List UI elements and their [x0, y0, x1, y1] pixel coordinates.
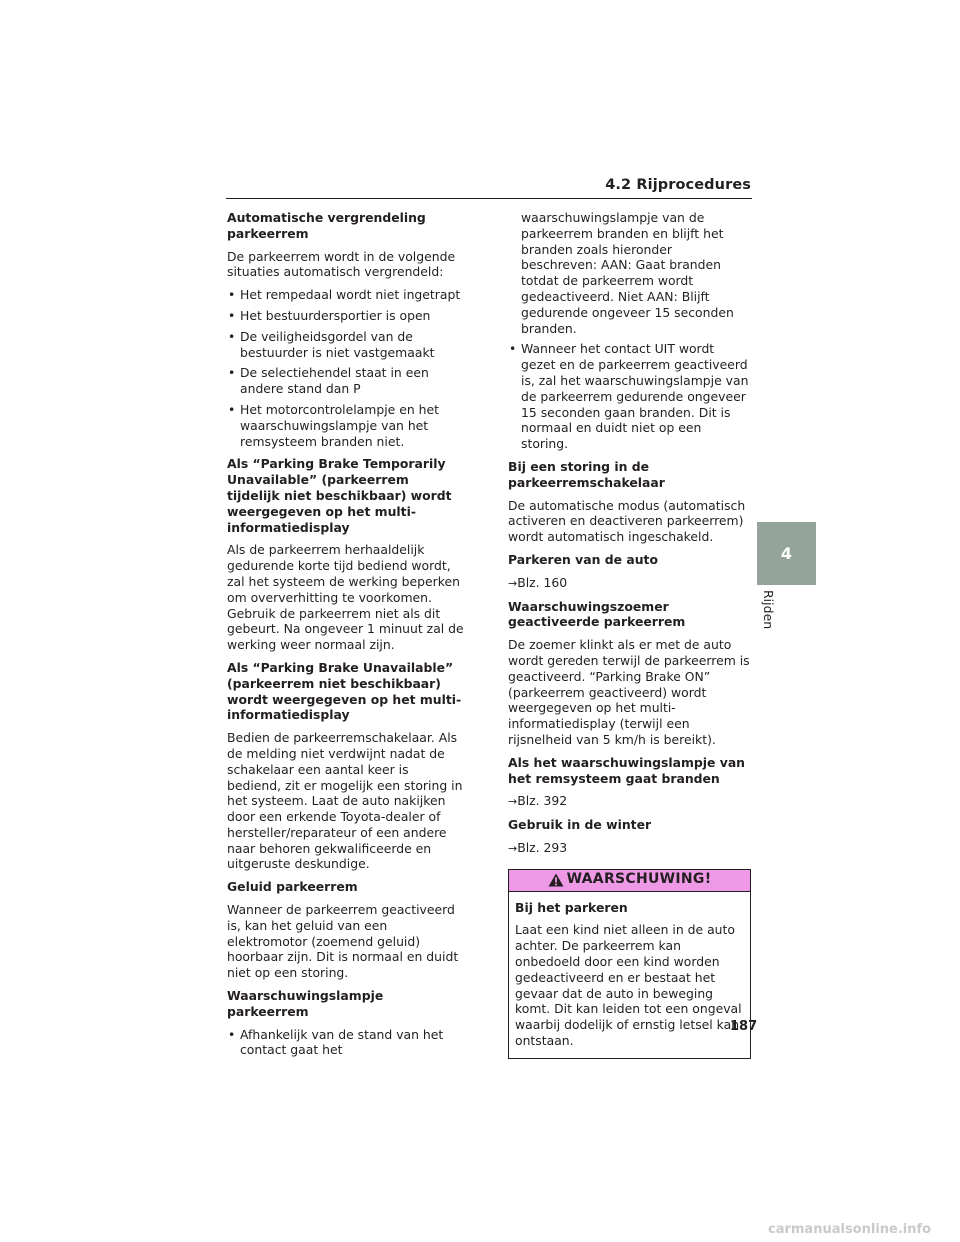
warning-triangle-icon: [548, 873, 564, 887]
arrow-right-icon: →: [508, 795, 518, 809]
section-title: 4.2 Rijprocedures: [605, 177, 751, 193]
list-item: • Het bestuurdersportier is open: [227, 308, 464, 324]
list-item: • Het motorcontrolelampje en het waarschuwingslampje van het remsysteem branden niet.: [227, 402, 464, 449]
heading-sound: Geluid parkeerrem: [227, 879, 358, 895]
list-item: • Wanneer het contact UIT wordt gezet en de parkeerrem geactiveerd is, zal het waarschuwingslampje van de parkeerrem gedurende ongeveer 15 seconden gaan branden. Dit is normaal en duidt niet op een storing.: [508, 341, 751, 452]
list-item: • De veiligheidsgordel van de bestuurder is niet vastgemaakt: [227, 329, 464, 361]
heading-buzzer: Waarschuwingszoemer geactiveerde parkeerrem: [508, 598, 686, 630]
left-column: [227, 210, 464, 1065]
page-reference[interactable]: [508, 793, 751, 810]
paragraph: De zoemer klinkt als er met de auto wordt gereden terwijl de parkeerrem is geactiveerd. “Parking Brake ON” (parkeerrem geactiveerd) wordt weergegeven op het multi-informatiedisplay (terwijl een rijsnelheid van 5 km/h is bereikt).: [508, 637, 750, 747]
heading-temporarily-unavailable: Als “Parking Brake Temporarily Unavailable” (parkeerrem tijdelijk niet beschikbaar) wordt weergegeven op het multi-informatiedisplay: [227, 456, 452, 535]
arrow-right-icon: →: [508, 841, 518, 855]
heading-parking: Parkeren van de auto: [508, 551, 658, 567]
chapter-number: 4: [780, 543, 793, 563]
heading-winter: Gebruik in de winter: [508, 817, 652, 833]
right-column: [508, 210, 751, 1059]
condition-list: [227, 287, 464, 449]
page-reference[interactable]: [508, 575, 751, 592]
list-item: • Het rempedaal wordt niet ingetrapt: [227, 287, 464, 303]
warning-body: [509, 892, 750, 1058]
list-item: waarschuwingslampje van de parkeerrem branden en blijft het branden zoals hieronder beschreven: AAN: Gaat branden totdat de parkeerrem wordt gedeactiveerd. Niet AAN: Blijft gedurende ongeveer 15 seconden branden.: [521, 210, 734, 336]
paragraph: Wanneer de parkeerrem geactiveerd is, kan het geluid van een elektromotor (zoemend geluid) hoorbaar zijn. Dit is normaal en duidt niet op een storing.: [227, 902, 459, 981]
warning-heading: Bij het parkeren: [515, 899, 628, 915]
heading-brake-lamp: Als het waarschuwingslampje van het remsysteem gaat branden: [508, 754, 746, 786]
warning-text: Laat een kind niet alleen in de auto achter. De parkeerrem kan onbedoeld door een kind worden gedeactiveerd en er bestaat het gevaar dat de auto in beweging komt. Dit kan leiden tot een ongeval waarbij dodelijk of ernstig letsel kan ontstaan.: [515, 922, 742, 1049]
paragraph: De parkeerrem wordt in de volgende situaties automatisch vergrendeld:: [227, 248, 456, 280]
arrow-right-icon: →: [508, 576, 518, 590]
lamp-list: [227, 1027, 464, 1059]
reference-text: Blz. 293: [517, 839, 568, 855]
heading-auto-lock: Automatische vergrendeling parkeerrem: [227, 210, 426, 241]
lamp-list-continued: [508, 210, 751, 452]
warning-box: [508, 869, 751, 1059]
list-item: • De selectiehendel staat in een andere stand dan P: [227, 365, 464, 397]
paragraph: De automatische modus (automatisch activeren en deactiveren parkeerrem) wordt automatisch ingeschakeld.: [508, 497, 746, 545]
watermark: carmanualsonline.info: [768, 1222, 932, 1237]
paragraph: Bedien de parkeerremschakelaar. Als de melding niet verdwijnt nadat de schakelaar een aantal keer is bediend, zit er mogelijk een storing in het systeem. Laat de auto nakijken door een erkende Toyota-dealer of hersteller/reparateur of een andere naar behoren gekwalificeerde en uitgeruste deskundige.: [227, 730, 463, 872]
heading-warning-lamp: Waarschuwingslampje parkeerrem: [227, 988, 384, 1019]
header-divider: [226, 198, 752, 199]
page-number: 187: [730, 1019, 758, 1034]
page-reference[interactable]: [508, 840, 751, 857]
warning-title: WAARSCHUWING!: [566, 871, 712, 888]
reference-text: Blz. 160: [517, 574, 568, 590]
reference-text: Blz. 392: [517, 793, 568, 809]
chapter-tab[interactable]: [757, 522, 816, 585]
heading-switch-fault: Bij een storing in de parkeerremschakelaar: [508, 458, 665, 490]
list-item: • Afhankelijk van de stand van het contact gaat het: [227, 1027, 464, 1059]
heading-unavailable: Als “Parking Brake Unavailable” (parkeerrem niet beschikbaar) wordt weergegeven op het multi-informatiedisplay: [227, 659, 462, 723]
chapter-label: Rijden: [761, 590, 776, 630]
paragraph: Als de parkeerrem herhaaldelijk gedurende korte tijd bediend wordt, zal het systeem de werking beperken om oververhitting te voorkomen. Gebruik de parkeerrem niet als dit gebeurt. Na ongeveer 1 minuut zal de werking weer normaal zijn.: [227, 542, 464, 653]
warning-header: [509, 870, 750, 892]
